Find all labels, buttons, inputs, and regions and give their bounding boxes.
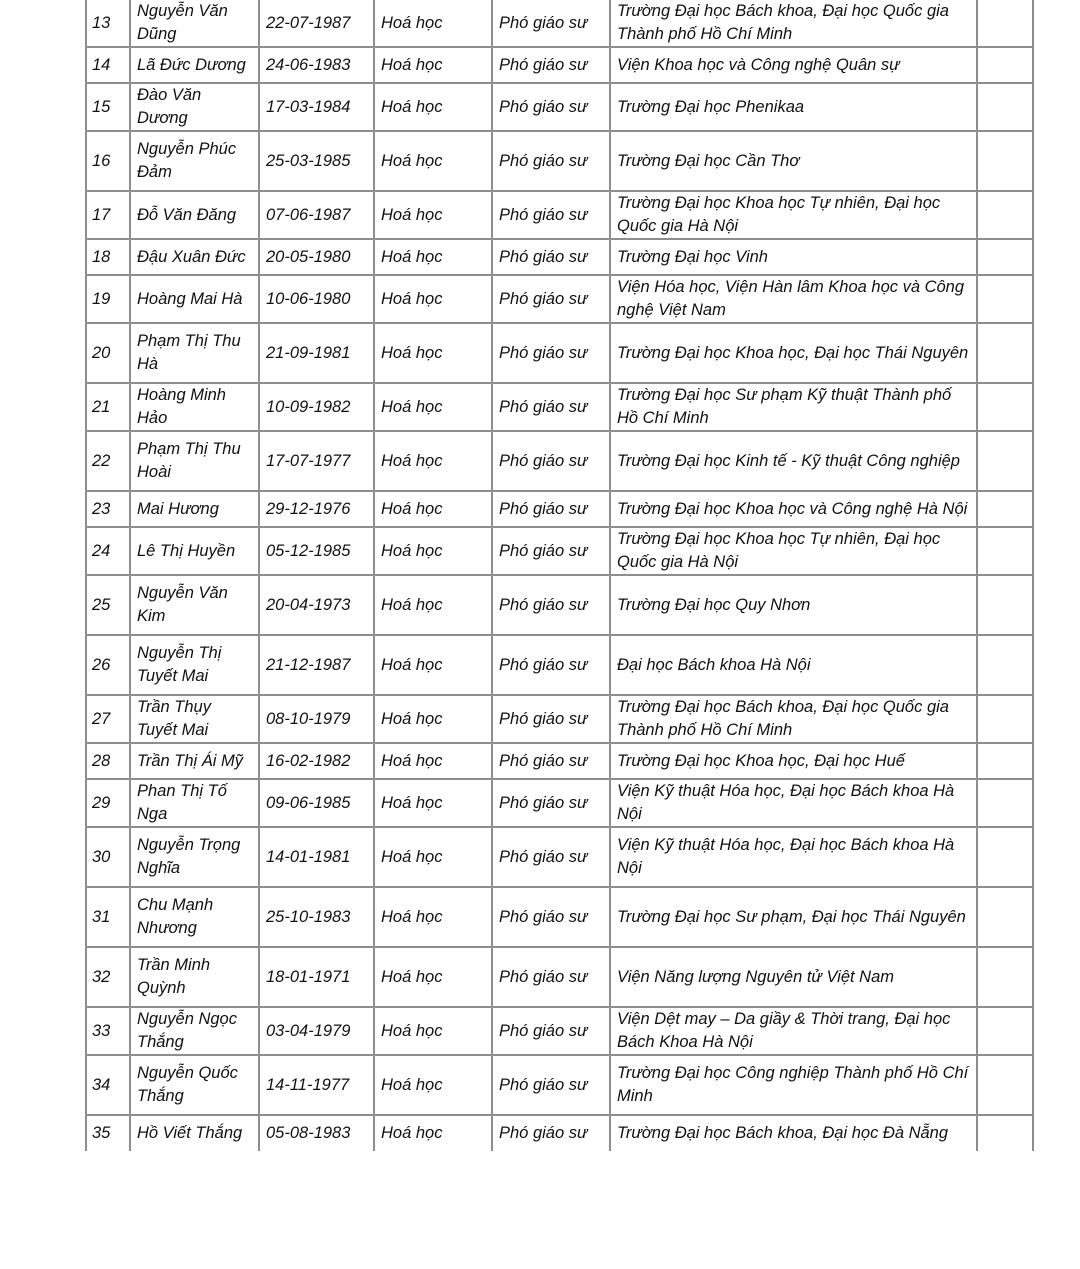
- cell-title: Phó giáo sư: [492, 0, 610, 47]
- table-row: [86, 275, 1033, 323]
- cell-name: Nguyễn Thị Tuyết Mai: [130, 635, 259, 695]
- table-row: [86, 1055, 1033, 1115]
- cell-stt: 20: [86, 323, 130, 383]
- cell-note: [977, 1007, 1033, 1055]
- cell-stt: 21: [86, 383, 130, 431]
- cell-stt: 33: [86, 1007, 130, 1055]
- cell-dob: 10-09-1982: [259, 383, 374, 431]
- cell-title: Phó giáo sư: [492, 635, 610, 695]
- cell-stt: 29: [86, 779, 130, 827]
- cell-name: Hồ Viết Thắng: [130, 1115, 259, 1151]
- cell-stt: 32: [86, 947, 130, 1007]
- table-row: [86, 131, 1033, 191]
- cell-org: Trường Đại học Kinh tế - Kỹ thuật Công nghiệp: [610, 431, 977, 491]
- cell-org: Trường Đại học Khoa học Tự nhiên, Đại học Quốc gia Hà Nội: [610, 527, 977, 575]
- cell-dob: 20-04-1973: [259, 575, 374, 635]
- cell-note: [977, 239, 1033, 275]
- cell-org: Trường Đại học Quy Nhơn: [610, 575, 977, 635]
- cell-name: Nguyễn Phúc Đảm: [130, 131, 259, 191]
- table-row: [86, 83, 1033, 131]
- cell-field: Hoá học: [374, 635, 492, 695]
- cell-title: Phó giáo sư: [492, 1055, 610, 1115]
- cell-dob: 05-08-1983: [259, 1115, 374, 1151]
- cell-stt: 22: [86, 431, 130, 491]
- cell-org: Đại học Bách khoa Hà Nội: [610, 635, 977, 695]
- table-row: [86, 575, 1033, 635]
- candidate-table: [85, 0, 1034, 1151]
- cell-field: Hoá học: [374, 131, 492, 191]
- cell-stt: 14: [86, 47, 130, 83]
- cell-stt: 30: [86, 827, 130, 887]
- cell-dob: 29-12-1976: [259, 491, 374, 527]
- table-row: [86, 383, 1033, 431]
- cell-org: Trường Đại học Cần Thơ: [610, 131, 977, 191]
- table-row: [86, 1115, 1033, 1151]
- cell-note: [977, 491, 1033, 527]
- cell-org: Trường Đại học Khoa học Tự nhiên, Đại học Quốc gia Hà Nội: [610, 191, 977, 239]
- cell-dob: 17-07-1977: [259, 431, 374, 491]
- cell-field: Hoá học: [374, 1007, 492, 1055]
- cell-title: Phó giáo sư: [492, 887, 610, 947]
- cell-field: Hoá học: [374, 191, 492, 239]
- cell-org: Viện Hóa học, Viện Hàn lâm Khoa học và Công nghệ Việt Nam: [610, 275, 977, 323]
- cell-dob: 16-02-1982: [259, 743, 374, 779]
- cell-stt: 17: [86, 191, 130, 239]
- cell-dob: 22-07-1987: [259, 0, 374, 47]
- cell-dob: 10-06-1980: [259, 275, 374, 323]
- cell-name: Phan Thị Tố Nga: [130, 779, 259, 827]
- cell-title: Phó giáo sư: [492, 527, 610, 575]
- cell-note: [977, 527, 1033, 575]
- cell-field: Hoá học: [374, 575, 492, 635]
- cell-dob: 25-10-1983: [259, 887, 374, 947]
- cell-name: Phạm Thị Thu Hà: [130, 323, 259, 383]
- cell-field: Hoá học: [374, 743, 492, 779]
- cell-stt: 16: [86, 131, 130, 191]
- cell-field: Hoá học: [374, 887, 492, 947]
- cell-note: [977, 383, 1033, 431]
- cell-note: [977, 191, 1033, 239]
- cell-note: [977, 779, 1033, 827]
- cell-dob: 08-10-1979: [259, 695, 374, 743]
- cell-field: Hoá học: [374, 695, 492, 743]
- cell-note: [977, 887, 1033, 947]
- cell-name: Nguyễn Trọng Nghĩa: [130, 827, 259, 887]
- cell-field: Hoá học: [374, 431, 492, 491]
- table-body: [86, 0, 1033, 1151]
- cell-note: [977, 743, 1033, 779]
- cell-org: Viện Kỹ thuật Hóa học, Đại học Bách khoa Hà Nội: [610, 827, 977, 887]
- cell-name: Phạm Thị Thu Hoài: [130, 431, 259, 491]
- cell-org: Trường Đại học Phenikaa: [610, 83, 977, 131]
- cell-note: [977, 0, 1033, 47]
- cell-org: Trường Đại học Bách khoa, Đại học Quốc gia Thành phố Hồ Chí Minh: [610, 0, 977, 47]
- cell-field: Hoá học: [374, 239, 492, 275]
- cell-stt: 35: [86, 1115, 130, 1151]
- table-row: [86, 887, 1033, 947]
- cell-name: Trần Thị Ái Mỹ: [130, 743, 259, 779]
- cell-note: [977, 131, 1033, 191]
- cell-name: Lã Đức Dương: [130, 47, 259, 83]
- cell-title: Phó giáo sư: [492, 491, 610, 527]
- cell-dob: 21-09-1981: [259, 323, 374, 383]
- cell-field: Hoá học: [374, 47, 492, 83]
- cell-title: Phó giáo sư: [492, 695, 610, 743]
- cell-stt: 15: [86, 83, 130, 131]
- cell-title: Phó giáo sư: [492, 779, 610, 827]
- cell-field: Hoá học: [374, 827, 492, 887]
- cell-dob: 07-06-1987: [259, 191, 374, 239]
- cell-note: [977, 431, 1033, 491]
- cell-org: Trường Đại học Vinh: [610, 239, 977, 275]
- cell-name: Đậu Xuân Đức: [130, 239, 259, 275]
- cell-field: Hoá học: [374, 947, 492, 1007]
- cell-stt: 23: [86, 491, 130, 527]
- cell-name: Trần Thụy Tuyết Mai: [130, 695, 259, 743]
- cell-stt: 18: [86, 239, 130, 275]
- cell-field: Hoá học: [374, 323, 492, 383]
- cell-note: [977, 695, 1033, 743]
- cell-org: Viện Dệt may – Da giầy & Thời trang, Đại học Bách Khoa Hà Nội: [610, 1007, 977, 1055]
- table-row: [86, 323, 1033, 383]
- cell-dob: 25-03-1985: [259, 131, 374, 191]
- cell-name: Lê Thị Huyền: [130, 527, 259, 575]
- cell-title: Phó giáo sư: [492, 827, 610, 887]
- cell-title: Phó giáo sư: [492, 239, 610, 275]
- cell-title: Phó giáo sư: [492, 83, 610, 131]
- cell-org: Viện Kỹ thuật Hóa học, Đại học Bách khoa Hà Nội: [610, 779, 977, 827]
- cell-dob: 20-05-1980: [259, 239, 374, 275]
- cell-note: [977, 47, 1033, 83]
- cell-org: Trường Đại học Bách khoa, Đại học Quốc gia Thành phố Hồ Chí Minh: [610, 695, 977, 743]
- table-row: [86, 527, 1033, 575]
- cell-field: Hoá học: [374, 1055, 492, 1115]
- cell-title: Phó giáo sư: [492, 383, 610, 431]
- cell-note: [977, 827, 1033, 887]
- cell-stt: 13: [86, 0, 130, 47]
- cell-name: Trần Minh Quỳnh: [130, 947, 259, 1007]
- cell-name: Mai Hương: [130, 491, 259, 527]
- cell-org: Trường Đại học Khoa học và Công nghệ Hà Nội: [610, 491, 977, 527]
- cell-dob: 05-12-1985: [259, 527, 374, 575]
- cell-name: Hoàng Minh Hảo: [130, 383, 259, 431]
- cell-stt: 24: [86, 527, 130, 575]
- table-row: [86, 695, 1033, 743]
- cell-field: Hoá học: [374, 779, 492, 827]
- cell-field: Hoá học: [374, 491, 492, 527]
- cell-field: Hoá học: [374, 275, 492, 323]
- cell-name: Nguyễn Văn Dũng: [130, 0, 259, 47]
- table-row: [86, 191, 1033, 239]
- table-row: [86, 827, 1033, 887]
- cell-note: [977, 275, 1033, 323]
- cell-field: Hoá học: [374, 0, 492, 47]
- cell-name: Nguyễn Ngọc Thắng: [130, 1007, 259, 1055]
- cell-name: Nguyễn Văn Kim: [130, 575, 259, 635]
- cell-dob: 18-01-1971: [259, 947, 374, 1007]
- cell-note: [977, 323, 1033, 383]
- cell-note: [977, 1055, 1033, 1115]
- table-row: [86, 47, 1033, 83]
- cell-org: Viện Năng lượng Nguyên tử Việt Nam: [610, 947, 977, 1007]
- cell-stt: 19: [86, 275, 130, 323]
- cell-title: Phó giáo sư: [492, 131, 610, 191]
- cell-stt: 27: [86, 695, 130, 743]
- cell-note: [977, 1115, 1033, 1151]
- cell-note: [977, 575, 1033, 635]
- cell-name: Nguyễn Quốc Thắng: [130, 1055, 259, 1115]
- cell-org: Trường Đại học Sư phạm, Đại học Thái Nguyên: [610, 887, 977, 947]
- cell-title: Phó giáo sư: [492, 743, 610, 779]
- cell-org: Trường Đại học Khoa học, Đại học Thái Nguyên: [610, 323, 977, 383]
- table-row: [86, 743, 1033, 779]
- cell-title: Phó giáo sư: [492, 191, 610, 239]
- cell-stt: 28: [86, 743, 130, 779]
- cell-title: Phó giáo sư: [492, 575, 610, 635]
- cell-title: Phó giáo sư: [492, 947, 610, 1007]
- cell-stt: 34: [86, 1055, 130, 1115]
- cell-name: Chu Mạnh Nhương: [130, 887, 259, 947]
- table-row: [86, 431, 1033, 491]
- cell-field: Hoá học: [374, 1115, 492, 1151]
- cell-dob: 09-06-1985: [259, 779, 374, 827]
- cell-note: [977, 83, 1033, 131]
- table-row: [86, 491, 1033, 527]
- cell-org: Trường Đại học Công nghiệp Thành phố Hồ Chí Minh: [610, 1055, 977, 1115]
- cell-title: Phó giáo sư: [492, 275, 610, 323]
- cell-dob: 14-01-1981: [259, 827, 374, 887]
- cell-title: Phó giáo sư: [492, 1007, 610, 1055]
- cell-org: Viện Khoa học và Công nghệ Quân sự: [610, 47, 977, 83]
- table-row: [86, 0, 1033, 47]
- cell-dob: 17-03-1984: [259, 83, 374, 131]
- table-row: [86, 1007, 1033, 1055]
- cell-field: Hoá học: [374, 527, 492, 575]
- table-row: [86, 635, 1033, 695]
- cell-dob: 03-04-1979: [259, 1007, 374, 1055]
- cell-field: Hoá học: [374, 383, 492, 431]
- cell-note: [977, 635, 1033, 695]
- cell-title: Phó giáo sư: [492, 47, 610, 83]
- cell-name: Đỗ Văn Đăng: [130, 191, 259, 239]
- table-row: [86, 947, 1033, 1007]
- cell-stt: 25: [86, 575, 130, 635]
- cell-stt: 26: [86, 635, 130, 695]
- cell-title: Phó giáo sư: [492, 323, 610, 383]
- cell-org: Trường Đại học Bách khoa, Đại học Đà Nẵng: [610, 1115, 977, 1151]
- cell-org: Trường Đại học Khoa học, Đại học Huế: [610, 743, 977, 779]
- cell-field: Hoá học: [374, 83, 492, 131]
- cell-dob: 14-11-1977: [259, 1055, 374, 1115]
- table-row: [86, 779, 1033, 827]
- cell-title: Phó giáo sư: [492, 1115, 610, 1151]
- cell-dob: 21-12-1987: [259, 635, 374, 695]
- cell-dob: 24-06-1983: [259, 47, 374, 83]
- cell-note: [977, 947, 1033, 1007]
- table-row: [86, 239, 1033, 275]
- cell-stt: 31: [86, 887, 130, 947]
- cell-org: Trường Đại học Sư phạm Kỹ thuật Thành phố Hồ Chí Minh: [610, 383, 977, 431]
- cell-name: Hoàng Mai Hà: [130, 275, 259, 323]
- cell-name: Đào Văn Dương: [130, 83, 259, 131]
- cell-title: Phó giáo sư: [492, 431, 610, 491]
